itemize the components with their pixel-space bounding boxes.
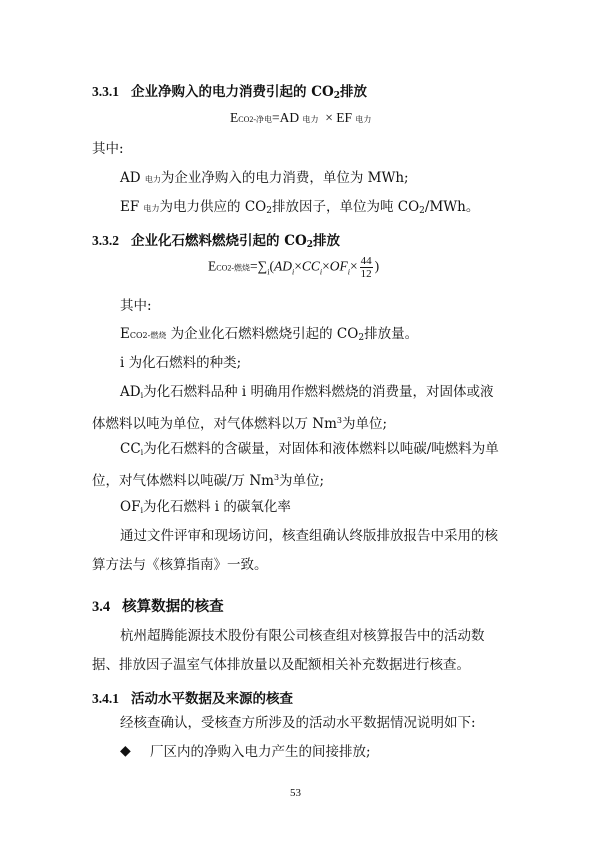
section-number: 3.4.1 [92,691,119,706]
section-title-suffix: 排放 [339,84,367,100]
section-title: 企业化石燃料燃烧引起的 CO [131,233,307,249]
definition-e-combustion: ECO2-燃烧 为企业化石燃料燃烧引起的 $CO_2$排放量。 [120,326,419,343]
section-title: 核算数据的核查 [122,598,224,615]
definition-cc-fuel: $CC_i$为化石燃料的含碳量，对固体和液体燃料以吨碳/吨燃料为单 [120,441,499,457]
bullet-item-text: 厂区内的净购入电力产生的间接排放; [150,744,371,760]
section-heading-3-4 [92,595,224,616]
section-title-suffix: 排放 [312,233,340,249]
definition-of-fuel: $OF_i$为化石燃料 i 的碳氧化率 [120,499,291,515]
section-number: 3.4 [92,599,111,615]
equation-fossil-fuel: ECO2-燃烧$=\sum_i(AD_i\times CC_i\times OF_i\times$ $\frac{44}{12}$ ) [208,255,380,280]
section-heading-3-3-1: 3.3.1 企业净购入的电力消费引起的 $CO_2$排放 [92,84,367,101]
definition-ad-fuel-cont: 体燃料以吨为单位，对气体燃料以万 Nm$^3$为单位; [92,416,388,432]
label-qizhong-1: 其中: [92,141,124,157]
definition-ad-electricity: AD 电力为企业净购入的电力消费，单位为 MWh; [120,170,409,186]
paragraph-3-4-line-1: 杭州超腾能源技术股份有限公司核查组对核算报告中的活动数 [120,628,485,644]
page-number: 53 [290,787,301,799]
definition-ef-electricity: EF 电力为电力供应的 $CO_2$排放因子，单位为吨 $CO_2$/MWh。 [120,199,480,216]
fraction-44-12: $\frac{44}{12}$ [360,255,372,280]
section-title: 企业净购入的电力消费引起的 CO [131,84,334,100]
section-title: 活动水平数据及来源的核查 [131,691,293,707]
section-number: 3.3.2 [92,233,119,248]
label-qizhong-2: 其中: [120,298,152,314]
definition-ad-fuel: $AD_i$为化石燃料品种 i 明确用作燃料燃烧的消费量，对固体或液 [120,384,494,400]
diamond-bullet-icon: ◆ [120,743,131,759]
paragraph-3-4-1-line-1: 经核查确认，受核查方所涉及的活动水平数据情况说明如下: [120,715,476,731]
definition-i: i 为化石燃料的种类; [120,355,242,371]
paragraph-3-4-line-2: 据、排放因子温室气体排放量以及配额相关补充数据进行核查。 [92,657,470,673]
equation-electricity: ECO2-净电=AD 电力 × EF 电力 [230,110,372,125]
section-heading-3-3-2: 3.3.2 企业化石燃料燃烧引起的 $CO_2$排放 [92,233,340,250]
section-heading-3-4-1 [92,687,293,707]
summary-line-2: 算方法与《核算指南》一致。 [92,557,268,573]
definition-cc-fuel-cont: 位，对气体燃料以吨碳/万 Nm$^3$为单位; [92,473,325,489]
section-number: 3.3.1 [92,84,119,99]
summary-line-1: 通过文件评审和现场访问，核查组确认终版排放报告中采用的核 [120,528,498,544]
